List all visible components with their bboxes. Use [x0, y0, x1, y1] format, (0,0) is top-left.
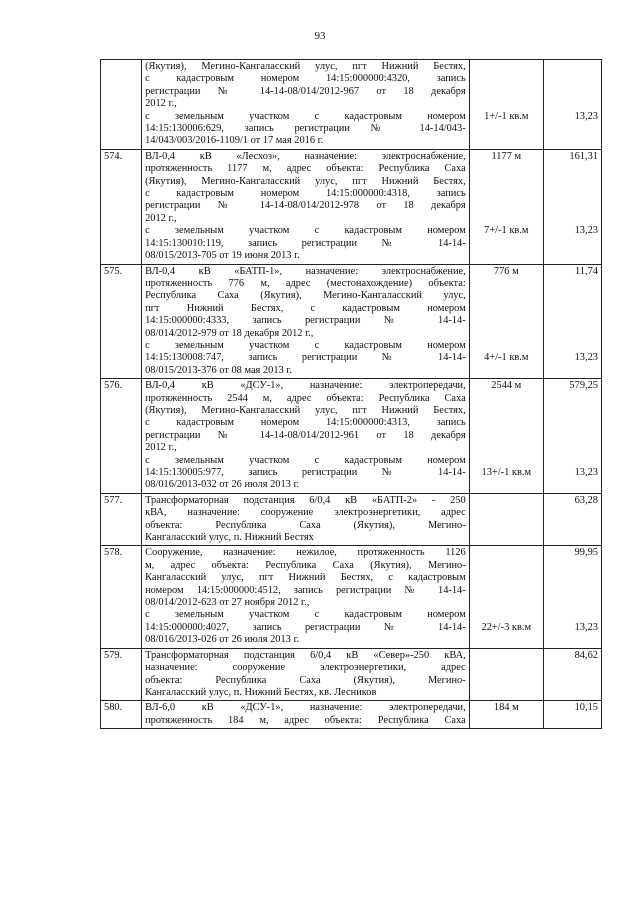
- description-line: с кадастровым номером 14:15:000000:4318, запись: [145, 188, 466, 200]
- value-line: 11,74: [575, 265, 598, 277]
- quantity-line: [473, 135, 540, 147]
- object-quantity: [469, 149, 543, 264]
- register-row: [101, 264, 602, 379]
- value-line: [547, 327, 598, 339]
- value-line: [547, 662, 598, 674]
- quantity-line: 7+/-1 кв.м: [484, 225, 529, 237]
- value-line: [547, 430, 598, 442]
- value-line: [547, 315, 598, 327]
- quantity-line: [473, 609, 540, 621]
- quantity-line: [473, 597, 540, 609]
- quantity-line: [473, 662, 540, 674]
- register-row: [101, 648, 602, 701]
- quantity-line: [473, 278, 540, 290]
- object-value: [543, 701, 601, 729]
- quantity-line: [473, 340, 540, 352]
- description-line: 14:15:130008:747, запись регистрации № 14-14-: [145, 352, 466, 364]
- register-table-body: [101, 60, 602, 729]
- quantity-line: [473, 98, 540, 110]
- value-line: [547, 163, 598, 175]
- object-description: [142, 493, 470, 546]
- quantity-line: [473, 585, 540, 597]
- description-line: назначение: сооружение электроэнергетики, адрес: [145, 662, 466, 674]
- description-line: 08/015/2013-705 от 19 июня 2013 г.: [145, 250, 300, 262]
- value-line: 13,23: [574, 110, 598, 122]
- value-line: [547, 572, 598, 584]
- object-value: [543, 149, 601, 264]
- object-quantity: [469, 546, 543, 648]
- description-line: протяженность 1177 м, адрес объекта: Республика Саха: [145, 163, 466, 175]
- object-description: [142, 379, 470, 494]
- description-line: 14:15:000000:4027, запись регистрации № 14-14-: [145, 621, 466, 633]
- quantity-line: 184 м: [493, 702, 519, 714]
- value-line: [547, 405, 598, 417]
- description-line: с земельным участком с кадастровым номером: [145, 110, 466, 122]
- description-line: кВА, назначение: сооружение электроэнергетики, адрес: [145, 507, 466, 519]
- object-value: [543, 546, 601, 648]
- row-number: 574.: [101, 149, 142, 264]
- row-number: 577.: [101, 493, 142, 546]
- description-line: 2012 г.,: [145, 212, 177, 224]
- value-line: [547, 250, 598, 262]
- object-quantity: [469, 648, 543, 701]
- description-line: с земельным участком с кадастровым номером: [145, 454, 466, 466]
- description-line: 14:15:130006:629, запись регистрации № 14-14/043-: [145, 123, 466, 135]
- description-line: с кадастровым номером 14:15:000000:4320, запись: [145, 73, 466, 85]
- quantity-line: 4+/-1 кв.м: [484, 352, 529, 364]
- quantity-line: 1177 м: [491, 150, 522, 162]
- description-line: регистрации № 14-14-08/014/2012-961 от 18 декабря: [145, 429, 466, 441]
- value-line: 10,15: [574, 702, 598, 714]
- object-quantity: [469, 493, 543, 546]
- quantity-line: [473, 238, 540, 250]
- description-line: ВЛ-0,4 кВ «ДСУ-1», назначение: электропередачи,: [145, 380, 466, 392]
- description-line: объекта: Республика Саха (Якутия), Мегино-: [145, 519, 466, 531]
- value-line: [547, 278, 598, 290]
- quantity-line: [473, 303, 540, 315]
- value-line: 13,23: [574, 225, 598, 237]
- value-line: [547, 61, 598, 73]
- quantity-line: 22+/-3 кв.м: [481, 621, 532, 633]
- description-line: протяженность 776 м, адрес (местонахождение) объекта:: [145, 277, 466, 289]
- quantity-line: [473, 495, 540, 507]
- quantity-line: 2544 м: [491, 380, 522, 392]
- value-line: [547, 188, 598, 200]
- value-line: [547, 135, 598, 147]
- value-line: [547, 597, 598, 609]
- object-quantity: [469, 60, 543, 150]
- quantity-line: [473, 200, 540, 212]
- register-row: [101, 379, 602, 494]
- description-line: Кангаласский улус, п. Нижний Бестях: [145, 532, 314, 544]
- description-line: протяженность 184 м, адрес объекта: Республика Саха: [145, 714, 466, 726]
- object-value: [543, 264, 601, 379]
- value-line: [547, 560, 598, 572]
- register-row: [101, 493, 602, 546]
- description-line: 08/014/2012-623 от 27 ноября 2012 г.,: [145, 597, 310, 609]
- value-line: [547, 674, 598, 686]
- object-description: [142, 264, 470, 379]
- value-line: [547, 687, 598, 699]
- description-line: 14/043/003/2016-1109/1 от 17 мая 2016 г.: [145, 135, 324, 147]
- quantity-line: [473, 532, 540, 544]
- description-line: Трансформаторная подстанция 6/0,4 кВ «Север»-250 кВА,: [145, 649, 466, 661]
- value-line: [547, 365, 598, 377]
- description-line: ВЛ-0,4 кВ «Лесхоз», назначение: электроснабжение,: [145, 150, 466, 162]
- value-line: [547, 303, 598, 315]
- register-row: [101, 701, 602, 729]
- object-description: [142, 546, 470, 648]
- quantity-line: [473, 73, 540, 85]
- quantity-line: [473, 507, 540, 519]
- value-line: 13,23: [574, 621, 598, 633]
- value-line: [547, 98, 598, 110]
- quantity-line: [473, 250, 540, 262]
- row-number: 579.: [101, 648, 142, 701]
- description-line: 14:15:130005:977, запись регистрации № 14-14-: [145, 467, 466, 478]
- value-line: [547, 86, 598, 98]
- quantity-line: [473, 715, 540, 727]
- object-value: [543, 648, 601, 701]
- quantity-line: [473, 315, 540, 327]
- quantity-line: [473, 405, 540, 417]
- value-line: [547, 238, 598, 250]
- description-line: Сооружение, назначение: нежилое, протяженность 1126: [145, 547, 466, 559]
- description-line: Кангаласский улус, п. Нижний Бестях, кв. Лесников: [145, 686, 377, 698]
- value-line: [547, 520, 598, 532]
- row-number: [101, 60, 142, 150]
- value-line: [547, 634, 598, 646]
- quantity-line: [473, 188, 540, 200]
- value-line: 84,62: [574, 649, 598, 661]
- object-quantity: [469, 701, 543, 729]
- quantity-line: 1+/-1 кв.м: [484, 110, 529, 122]
- value-line: 99,95: [574, 547, 598, 559]
- quantity-line: [473, 365, 540, 377]
- quantity-line: [473, 442, 540, 454]
- description-line: пгт Нижний Бестях, с кадастровым номером: [145, 302, 466, 314]
- value-line: 13,23: [574, 352, 598, 364]
- value-line: [547, 479, 598, 491]
- description-line: 08/014/2012-979 от 18 декабря 2012 г.,: [145, 327, 314, 339]
- value-line: [547, 455, 598, 467]
- description-line: ВЛ-6,0 кВ «ДСУ-1», назначение: электропередачи,: [145, 702, 466, 714]
- value-line: [547, 442, 598, 454]
- description-line: протяженность 2544 м, адрес объекта: Республика Саха: [145, 392, 466, 404]
- row-number: 580.: [101, 701, 142, 729]
- description-line: Трансформаторная подстанция 6/0,4 кВ «БАТП-2» - 250: [145, 494, 466, 506]
- description-line: номером 14:15:000000:4512, запись регистрации № 14-14-: [145, 584, 466, 596]
- description-line: с кадастровым номером 14:15:000000:4313, запись: [145, 417, 466, 429]
- quantity-line: [473, 674, 540, 686]
- value-line: 161,31: [569, 150, 598, 162]
- description-line: (Якутия), Мегино-Кангаласский улус, пгт Нижний Бестях,: [145, 175, 466, 187]
- value-line: 63,28: [574, 494, 598, 506]
- description-line: (Якутия), Мегино-Кангаласский улус, пгт Нижний Бестях,: [145, 61, 466, 72]
- description-line: Кангаласский улус, пгт Нижний Бестях, с кадастровым: [145, 572, 466, 584]
- value-line: [547, 417, 598, 429]
- register-row: [101, 546, 602, 648]
- value-line: [547, 715, 598, 727]
- object-value: [543, 379, 601, 494]
- quantity-line: [473, 687, 540, 699]
- object-value: [543, 493, 601, 546]
- value-line: [547, 290, 598, 302]
- value-line: [547, 123, 598, 135]
- quantity-line: [473, 163, 540, 175]
- description-line: с земельным участком с кадастровым номером: [145, 225, 466, 237]
- object-description: [142, 60, 470, 150]
- value-line: [547, 213, 598, 225]
- property-register-table: [100, 59, 602, 729]
- quantity-line: [473, 520, 540, 532]
- description-line: 2012 г.,: [145, 98, 177, 110]
- value-line: [547, 532, 598, 544]
- description-line: объекта: Республика Саха (Якутия), Мегино-: [145, 674, 466, 686]
- value-line: [547, 176, 598, 188]
- quantity-line: [473, 572, 540, 584]
- quantity-line: [473, 176, 540, 188]
- object-description: [142, 701, 470, 729]
- quantity-line: [473, 61, 540, 73]
- value-line: [547, 340, 598, 352]
- description-line: 08/016/2013-026 от 26 июля 2013 г.: [145, 634, 300, 646]
- description-line: 14:15:130010:119, запись регистрации № 14-14-: [145, 237, 466, 249]
- description-line: с земельным участком с кадастровым номером: [145, 339, 466, 351]
- quantity-line: [473, 393, 540, 405]
- quantity-line: 776 м: [493, 265, 519, 277]
- value-line: [547, 200, 598, 212]
- row-number: 576.: [101, 379, 142, 494]
- description-line: м, адрес объекта: Республика Саха (Якутия), Мегино-: [145, 559, 466, 571]
- quantity-line: [473, 213, 540, 225]
- quantity-line: [473, 123, 540, 135]
- value-line: [547, 507, 598, 519]
- page-number: 93: [314, 30, 326, 42]
- value-line: [547, 393, 598, 405]
- description-line: Республика Саха (Якутия), Мегино-Кангаласский улус,: [145, 290, 466, 302]
- quantity-line: [473, 560, 540, 572]
- value-line: [547, 585, 598, 597]
- value-line: 579,25: [569, 380, 598, 392]
- description-line: 08/016/2013-032 от 26 июля 2013 г.: [145, 479, 300, 491]
- value-line: [547, 73, 598, 85]
- quantity-line: [473, 290, 540, 302]
- quantity-line: [473, 634, 540, 646]
- object-description: [142, 149, 470, 264]
- description-line: 2012 г.,: [145, 442, 177, 454]
- value-line: 13,23: [574, 466, 598, 478]
- quantity-line: [473, 430, 540, 442]
- object-description: [142, 648, 470, 701]
- quantity-line: [473, 86, 540, 98]
- register-row: [101, 149, 602, 264]
- value-line: [547, 609, 598, 621]
- quantity-line: [473, 417, 540, 429]
- row-number: 578.: [101, 546, 142, 648]
- description-line: регистрации № 14-14-08/014/2012-978 от 18 декабря: [145, 200, 466, 212]
- description-line: ВЛ-0,4 кВ «БАТП-1», назначение: электроснабжение,: [145, 265, 466, 277]
- quantity-line: [473, 455, 540, 467]
- description-line: регистрации № 14-14-08/014/2012-967 от 18 декабря: [145, 85, 466, 97]
- quantity-line: [473, 479, 540, 491]
- row-number: 575.: [101, 264, 142, 379]
- object-quantity: [469, 379, 543, 494]
- quantity-line: [473, 650, 540, 662]
- quantity-line: 13+/-1 кв.м: [481, 466, 532, 478]
- quantity-line: [473, 327, 540, 339]
- description-line: (Якутия), Мегино-Кангаласский улус, пгт Нижний Бестях,: [145, 404, 466, 416]
- object-quantity: [469, 264, 543, 379]
- object-value: [543, 60, 601, 150]
- register-row: [101, 60, 602, 150]
- description-line: 14:15:000000:4333, запись регистрации № 14-14-: [145, 315, 466, 327]
- description-line: 08/015/2013-376 от 08 мая 2013 г.: [145, 364, 292, 376]
- description-line: с земельным участком с кадастровым номером: [145, 609, 466, 621]
- quantity-line: [473, 547, 540, 559]
